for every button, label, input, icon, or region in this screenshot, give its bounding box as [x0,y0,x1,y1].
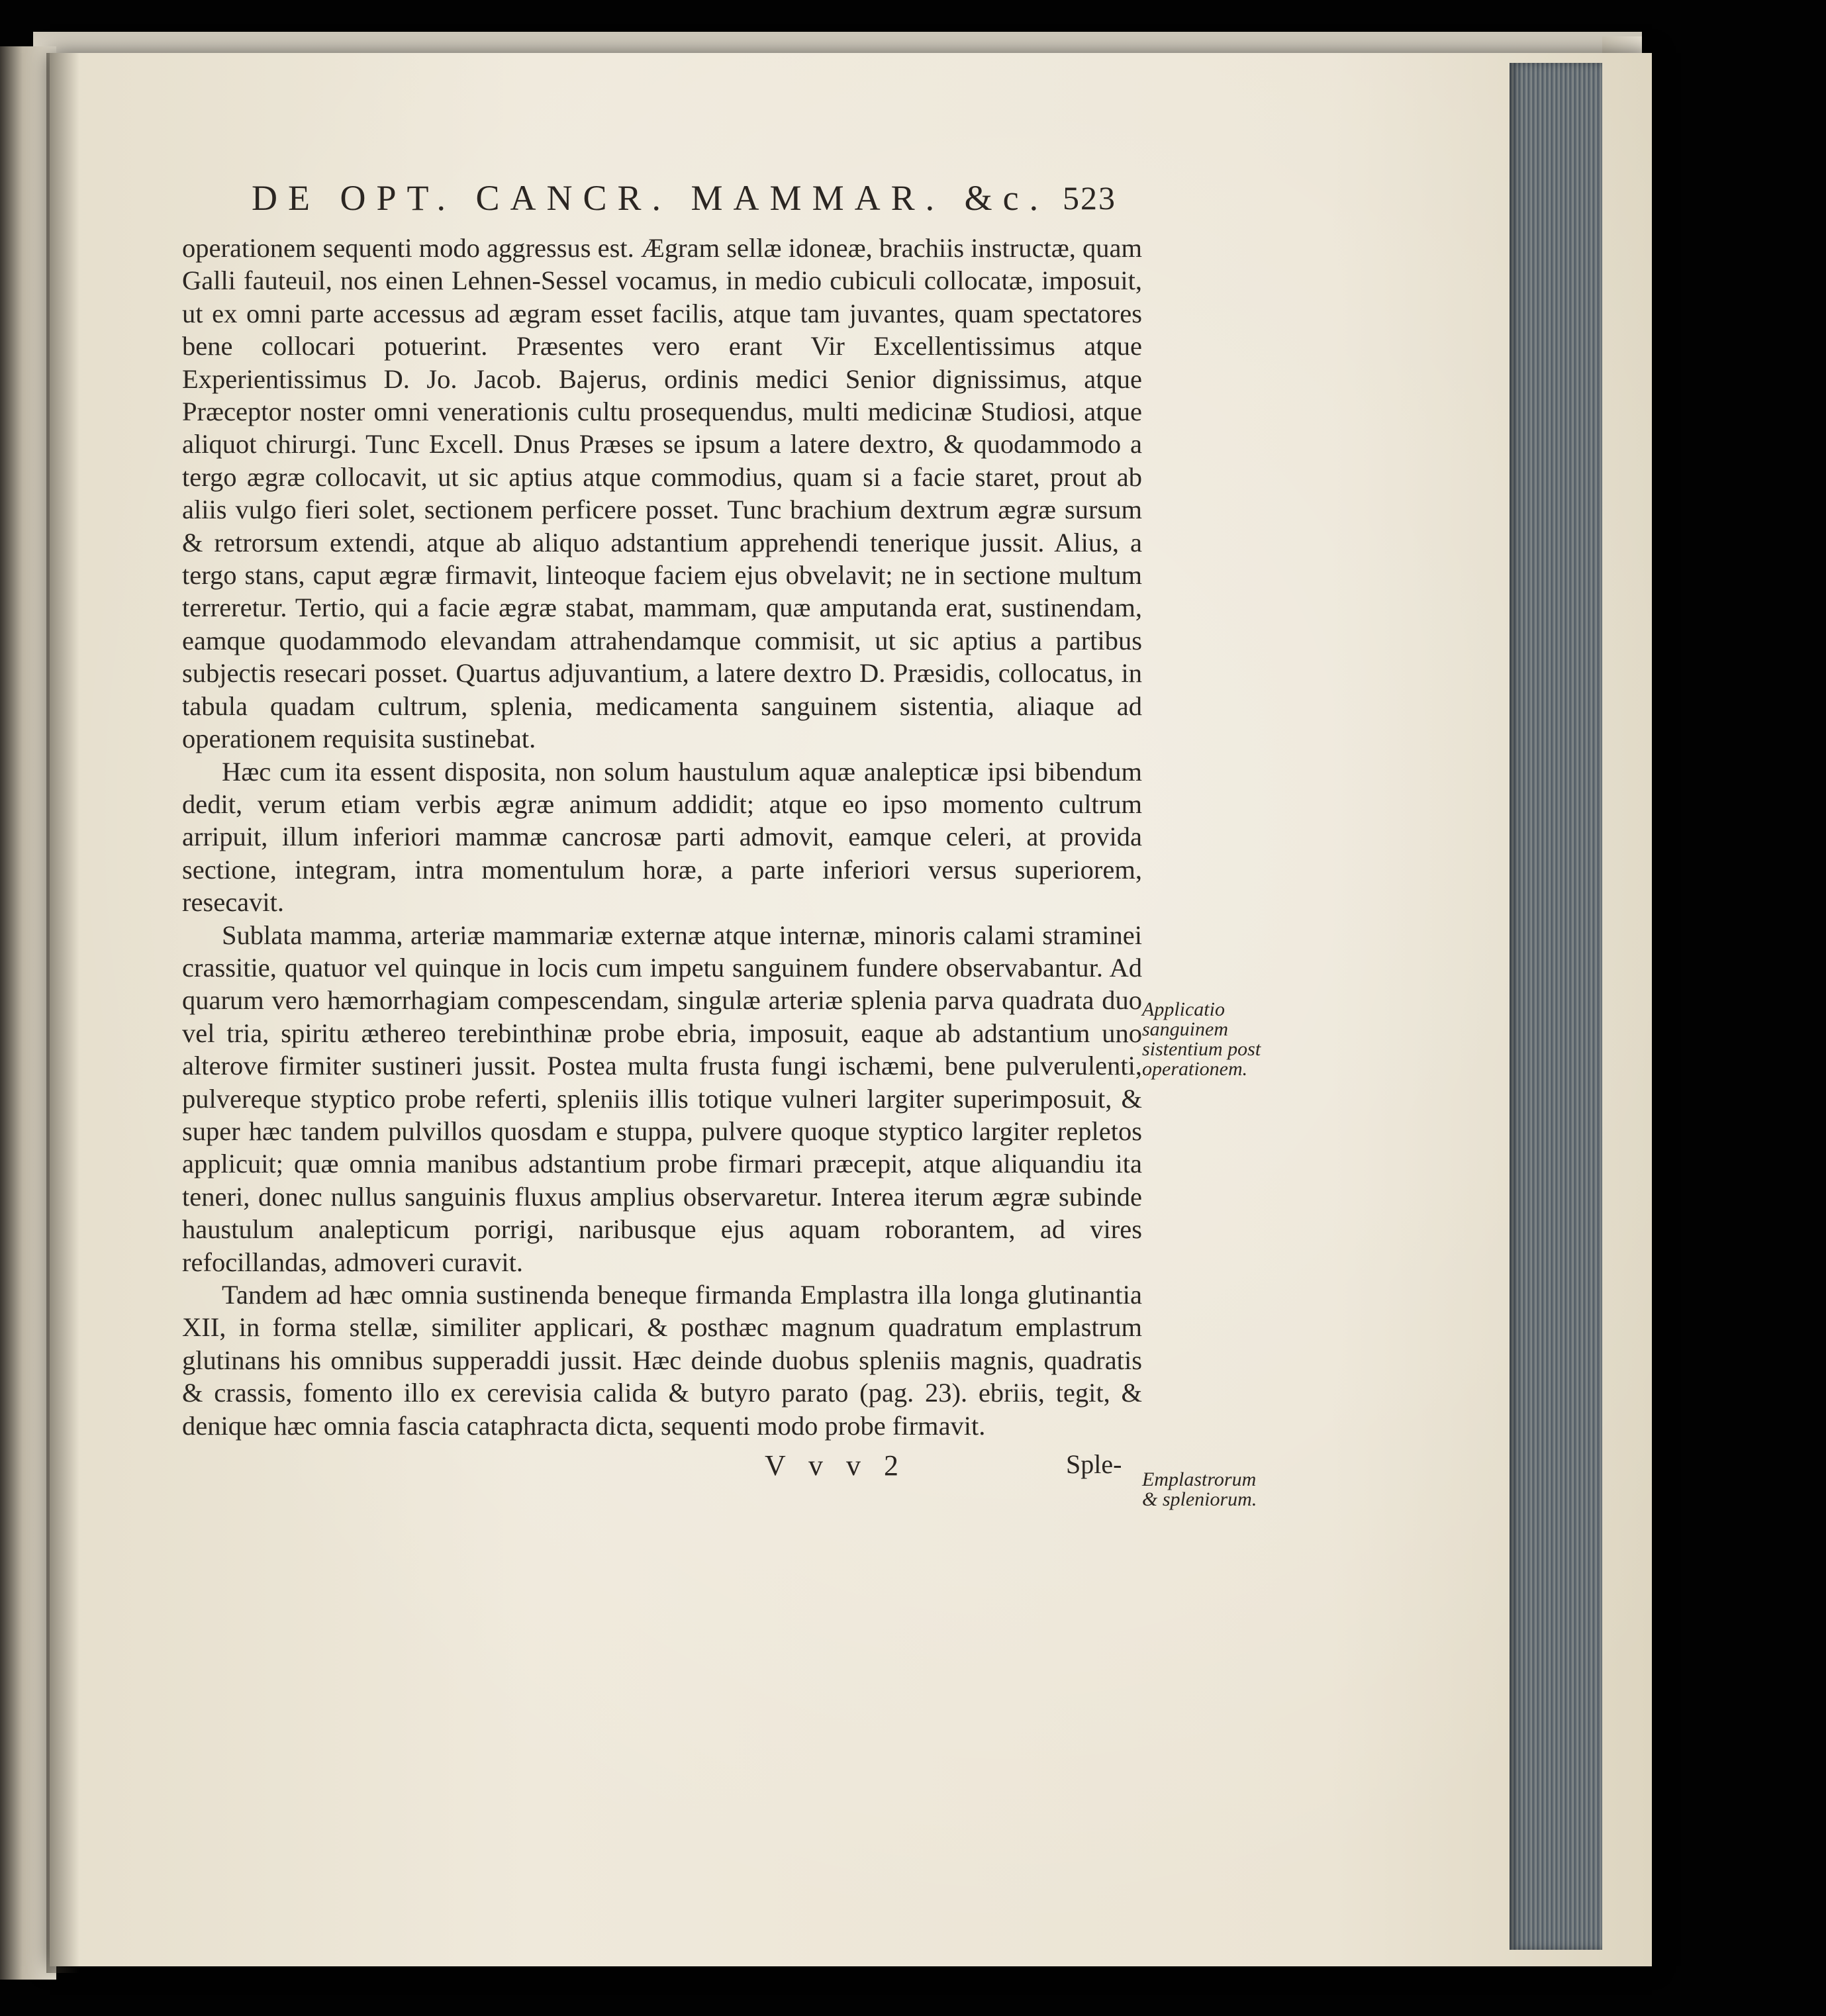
spine-shadow [46,53,79,1973]
page-fore-edge [1510,63,1602,1950]
body-text [182,232,1142,1442]
marginal-note-emplastrorum: Emplastrorum & spleniorum. [1142,1468,1257,1510]
marginal-note-applicatio: Applicatio sanguinem sistentium post operationem. [1142,998,1261,1080]
page-number: 523 [1063,179,1116,216]
paragraph-2: Hæc cum ita essent disposita, non solum haustulum aquæ analepticæ ipsi bibendum dedit, verum etiam verbis ægræ animum addidit; atque eo ipso momento cultrum arripuit, illum inferiori mammæ cancrosæ parti admovit, eamque celeri, at provida sectione, integram, intra momentulum horæ, a parte inferiori versus superiorem, resecavit. [182,756,1142,918]
signature-mark: V v v 2 [765,1449,906,1482]
catchword: Sple- [1066,1449,1122,1479]
running-head: DE OPT. CANCR. MAMMAR. &c. [252,178,1049,218]
paragraph-1: operationem sequenti modo aggressus est. Ægram sellæ idoneæ, brachiis instructæ, quam Galli fauteuil, nos einen Lehnen-Sessel vocamus, in medio cubiculi collocatæ, imposuit, ut ex omni parte accessus ad ægram esset facilis, atque tam juvantes, quam spectatores bene collocari potuerint. Præsentes vero erant Vir Excellentissimus atque Experientissimus D. Jo. Jacob. Bajerus, ordinis medici Senior dignissimus, atque Præceptor noster omni venerationis cultu prosequendus, multi medicinæ Studiosi, atque aliquot chirurgi. Tunc Excell. Dnus Præses se ipsum a latere dextro, & quodammodo a tergo ægræ collocavit, ut sic aptius atque commodius, quam si a facie staret, prout ab aliis vulgo fieri solet, sectionem perficere posset. Tunc brachium dextrum ægræ sursum & retrorsum extendi, atque ab aliquo adstantium apprehendi tenerique jussit. Alius, a tergo stans, caput ægræ firmavit, linteoque faciem ejus obvelavit; ne in sectione multum terreretur. Tertio, qui a facie ægræ stabat, mammam, quæ amputanda erat, sustinendam, eamque quodammodo elevandam attrahendamque commisit, ut sic aptius a partibus subjectis resecari posset. Quartus adjuvantium, a latere dextro D. Præsidis, collocatus, in tabula quadam cultrum, splenia, medicamenta sanguinem sistentia, aliaque ad operationem requisita sustinebat. [182,233,1142,754]
paragraph-3: Sublata mamma, arteriæ mammariæ externæ atque internæ, minoris calami straminei crassitie, quatuor vel quinque in locis cum impetu sanguinem fundere observabantur. Ad quarum vero hæmorrhagiam compescendam, singulæ arteriæ splenia parva quadrata duo vel tria, spiritu æthereo terebinthinæ probe ebria, imposuit, eaque ab adstantium uno alterove firmiter sustineri jussit. Postea multa frusta fungi ischæmi, bene pulverulenti, pulvereque styptico probe referti, spleniis illis totique vulneri largiter superimposuit, & super hæc tandem pulvillos quosdam e stuppa, pulvere quoque styptico largiter repletos applicuit; quæ omnia manibus adstantium probe firmari præcepit, atque aliquandiu ita teneri, donec nullus sanguinis fluxus amplius observaretur. Interea iterum ægræ subinde haustulum analepticum porrigi, naribusque ejus aquam roborantem, ad vires refocillandas, admoveri curavit. [182,920,1142,1277]
paragraph-4: Tandem ad hæc omnia sustinenda beneque firmanda Emplastra illa longa glutinantia XII, in forma stellæ, similiter applicari, & posthæc magnum quadratum emplastrum glutinans his omnibus supperaddi jussit. Hæc deinde duobus spleniis magnis, quadratis & crassis, fomento illo ex cerevisia calida & butyro parato (pag. 23). ebriis, tegit, & denique hæc omnia fascia cataphracta dicta, sequenti modo probe firmavit. [182,1280,1142,1441]
